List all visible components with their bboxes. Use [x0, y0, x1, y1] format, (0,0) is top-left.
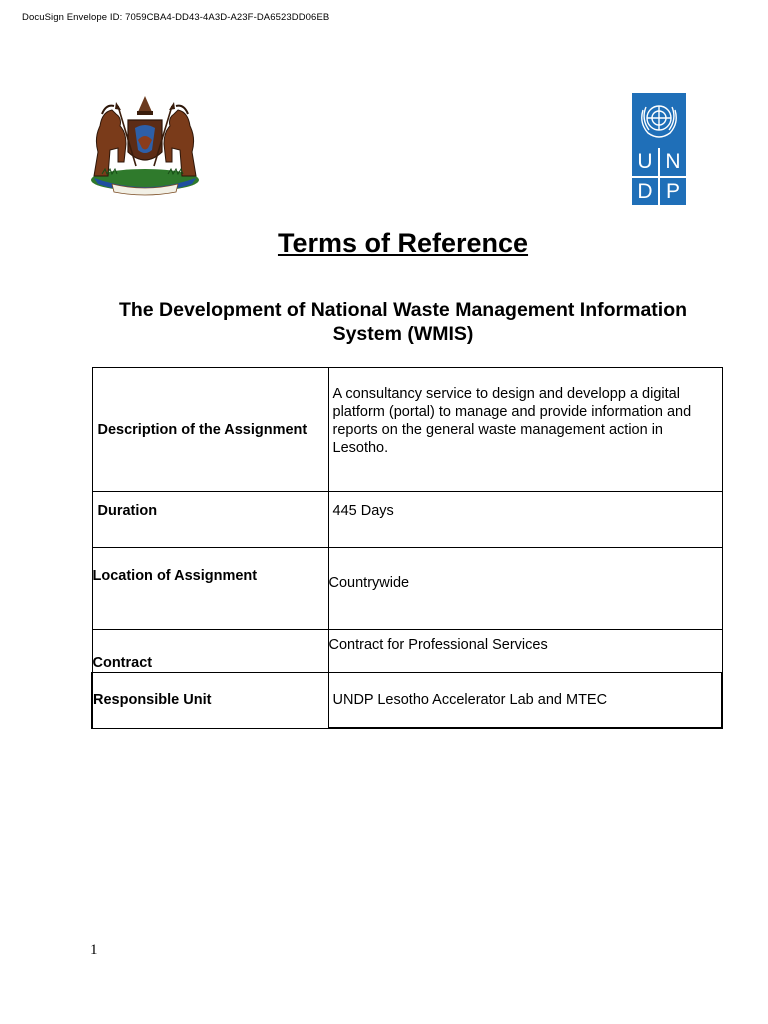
- undp-letter-p: P: [660, 178, 686, 206]
- row-label-duration: Duration: [92, 492, 328, 548]
- row-label-description: Description of the Assignment: [92, 368, 328, 492]
- row-label-responsible-unit: Responsible Unit: [92, 673, 328, 729]
- row-value-duration: 445 Days: [328, 492, 722, 548]
- undp-logo-icon: [632, 93, 686, 205]
- row-label-contract: Contract: [92, 630, 328, 673]
- table-row: [92, 492, 722, 548]
- table-row: [92, 548, 722, 630]
- table-row: [92, 630, 722, 673]
- document-title: Terms of Reference: [277, 228, 529, 258]
- row-value-location: Countrywide: [328, 548, 722, 630]
- row-value-contract: Contract for Professional Services: [328, 630, 722, 673]
- assignment-info-table: [91, 367, 723, 729]
- docusign-envelope-id: DocuSign Envelope ID: 7059CBA4-DD43-4A3D-A23F-DA6523DD06EB: [22, 12, 330, 23]
- undp-letter-d: D: [632, 178, 658, 206]
- row-value-description: A consultancy service to design and developp a digital platform (portal) to manage and provide information and reports on the general waste management action in Lesotho.: [328, 368, 722, 492]
- row-label-location: Location of Assignment: [92, 548, 328, 630]
- table-row: [92, 368, 722, 492]
- table-row: [92, 673, 722, 729]
- undp-letter-u: U: [632, 148, 658, 176]
- undp-letter-n: N: [660, 148, 686, 176]
- row-value-responsible-unit: UNDP Lesotho Accelerator Lab and MTEC: [328, 673, 722, 729]
- document-subtitle: The Development of National Waste Management Information System (WMIS): [118, 299, 688, 345]
- lesotho-coat-of-arms-icon: [88, 92, 202, 196]
- page-number: 1: [90, 942, 98, 958]
- un-emblem-icon: [632, 93, 686, 147]
